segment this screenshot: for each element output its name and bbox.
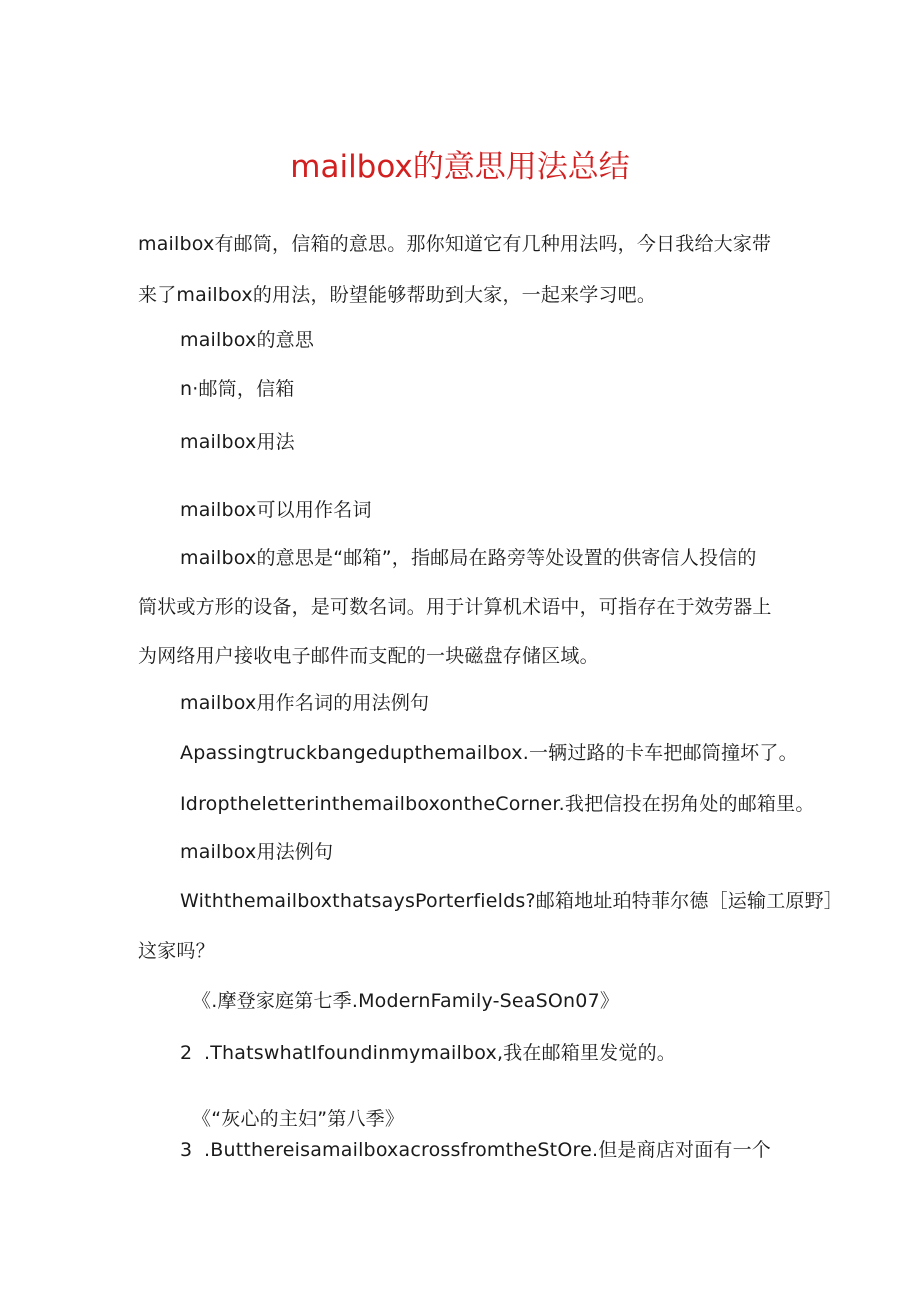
list-item-text: .ButthereisamailboxacrossfromtheStOre.但是商店对面有一个: [204, 1139, 771, 1161]
intro-line-2: 来了mailbox的用法，盼望能够帮助到大家，一起来学习吧。: [138, 284, 657, 306]
example-sentence-3-line-2: 这家吗？: [138, 940, 215, 962]
list-item-2: [180, 1041, 676, 1065]
noun-description-line-2: 筒状或方形的设备，是可数名词。用于计算机术语中，可指存在于效劳器上: [138, 596, 772, 618]
intro-line-1: mailbox有邮筒，信箱的意思。那你知道它有几种用法吗，今日我给大家带: [138, 233, 772, 255]
list-item-number: 2: [180, 1042, 193, 1064]
list-item-number: 3: [180, 1139, 193, 1161]
source-citation-1: 《.摩登家庭第七季.ModernFamily-SeaSOn07》: [192, 990, 620, 1012]
example-sentence-1: Apassingtruckbangedupthemailbox.一辆过路的卡车把邮筒撞坏了。: [180, 742, 798, 764]
noun-description-line-1: mailbox的意思是“邮箱”，指邮局在路旁等处设置的供寄信人投信的: [180, 547, 757, 569]
meaning-heading: mailbox的意思: [180, 329, 315, 351]
example-sentence-2: IdroptheletterinthemailboxontheCorner.我把信投在拐角处的邮箱里。: [180, 793, 815, 815]
meaning-definition: n·邮筒，信箱: [180, 378, 295, 400]
noun-heading: mailbox可以用作名词: [180, 499, 372, 521]
example-sentence-3-line-1: WiththemailboxthatsaysPorterfields?邮箱地址珀特菲尔德［运输工原野］: [180, 890, 843, 912]
list-item-3: [180, 1138, 771, 1162]
usage-heading: mailbox用法: [180, 431, 295, 453]
list-item-text: .ThatswhatIfoundinmymailbox,我在邮箱里发觉的。: [204, 1042, 676, 1064]
noun-description-line-3: 为网络用户接收电子邮件而支配的一块磁盘存储区域。: [138, 645, 599, 667]
noun-examples-heading: mailbox用作名词的用法例句: [180, 692, 430, 714]
examples-heading: mailbox用法例句: [180, 841, 334, 863]
source-citation-2: 《“灰心的主妇”第八季》: [192, 1108, 405, 1130]
document-title: mailbox的意思用法总结: [290, 149, 630, 185]
